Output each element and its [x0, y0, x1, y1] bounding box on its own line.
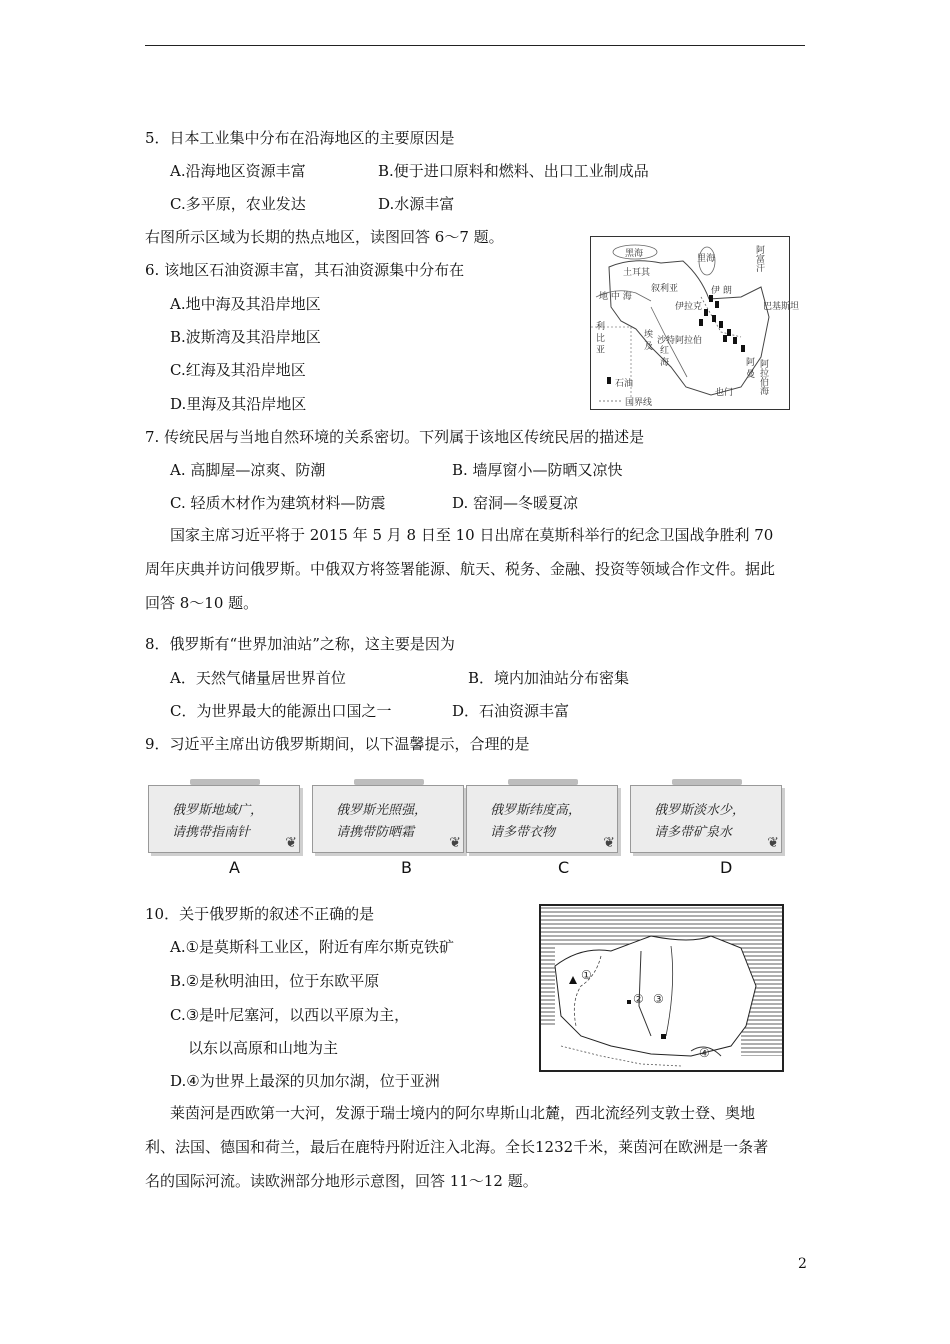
- q9-card-d: [630, 779, 785, 853]
- q8-option-a: A．天然气储量居世界首位: [170, 669, 346, 687]
- map2-marker-1: ①: [581, 968, 592, 982]
- map1-oman: 阿 曼: [744, 357, 754, 378]
- q5-option-c: C.多平原，农业发达: [170, 195, 306, 213]
- q6-stem: 6. 该地区石油资源丰富，其石油资源集中分布在: [145, 261, 465, 279]
- q6-option-d: D.里海及其沿岸地区: [170, 395, 307, 413]
- intro-11-12-line2: 利、法国、德国和荷兰，最后在鹿特丹附近注入北海。全长1232千米，莱茵河在欧洲是一条著: [145, 1138, 769, 1156]
- q10-option-d: D.④为世界上最深的贝加尔湖，位于亚洲: [170, 1072, 440, 1090]
- card-face: [466, 785, 618, 853]
- card-face: [630, 785, 782, 853]
- map1-syria: 叙利亚: [651, 284, 679, 294]
- card-a-line1: 俄罗斯地域广，: [172, 803, 264, 818]
- map2-marker-2: ②: [633, 992, 644, 1006]
- map1-afghanistan: 阿富汗: [754, 245, 764, 272]
- page-number: 2: [798, 1256, 807, 1272]
- intro-8-10-line2: 周年庆典并访问俄罗斯。中俄双方将签署能源、航天、税务、金融、投资等领域合作文件。据此: [145, 560, 776, 578]
- map1-black-sea: 黑海: [625, 249, 644, 259]
- q10-stem: 10．关于俄罗斯的叙述不正确的是: [145, 905, 375, 923]
- map1-iran: 伊 朗: [711, 286, 732, 296]
- map1-arabian-sea: 阿拉伯海: [758, 359, 768, 395]
- map1-libya: 利 比 亚: [594, 321, 604, 354]
- map1-mediterranean: 地 中 海: [599, 292, 632, 302]
- card-a-label: A: [229, 858, 240, 877]
- q5-option-b: B.便于进口原料和燃料、出口工业制成品: [378, 162, 649, 180]
- butterfly-icon: ❦: [767, 835, 779, 851]
- q8-option-b: B．境内加油站分布密集: [468, 669, 630, 687]
- map1-red-sea: 红 海: [658, 345, 668, 366]
- q10-option-b: B.②是秋明油田，位于东欧平原: [170, 972, 380, 990]
- q6-option-a: A.地中海及其沿岸地区: [170, 295, 321, 313]
- map2-marker-4: ④: [699, 1046, 710, 1060]
- card-c-label: C: [558, 858, 570, 877]
- q7-stem: 7. 传统民居与当地自然环境的关系密切。下列属于该地区传统民居的描述是: [145, 428, 645, 446]
- card-b-label: B: [401, 858, 412, 877]
- card-face: [312, 785, 464, 853]
- map1-saudi: 沙特阿拉伯: [657, 336, 703, 346]
- card-d-label: D: [720, 858, 733, 877]
- map1-iraq: 伊拉克: [675, 302, 703, 312]
- q7-option-a: A. 高脚屋—凉爽、防潮: [170, 461, 326, 479]
- map1-pakistan: 巴基斯坦: [763, 302, 800, 312]
- q6-option-c: C.红海及其沿岸地区: [170, 361, 306, 379]
- q7-option-b: B. 墙厚窗小—防晒又凉快: [452, 461, 623, 479]
- card-c-line1: 俄罗斯纬度高，: [490, 803, 582, 818]
- map1-egypt: 埃 及: [642, 329, 652, 350]
- intro-8-10-line1: 国家主席习近平将于 2015 年 5 月 8 日至 10 日出席在莫斯科举行的纪念卫国战争胜利 70: [170, 526, 774, 544]
- q5-option-a: A.沿海地区资源丰富: [170, 162, 306, 180]
- map1-yemen: 也门: [715, 388, 734, 398]
- q9-card-b: [312, 779, 467, 853]
- map1-caspian: 里海: [697, 254, 716, 264]
- card-face: [148, 785, 300, 853]
- middle-east-map: [590, 236, 800, 410]
- q7-option-d: D. 窑洞—冬暖夏凉: [452, 494, 579, 512]
- butterfly-icon: ❦: [449, 835, 461, 851]
- card-d-line2: 请多带矿泉水: [654, 825, 733, 840]
- q5-stem: 5．日本工业集中分布在沿海地区的主要原因是: [145, 129, 455, 147]
- q10-option-c-line2: 以东以高原和山地为主: [188, 1039, 339, 1057]
- intro-8-10-line3: 回答 8～10 题。: [145, 594, 259, 612]
- intro-11-12-line1: 莱茵河是西欧第一大河，发源于瑞士境内的阿尔卑斯山北麓，西北流经列支敦士登、奥地: [170, 1104, 756, 1122]
- q9-card-c: [466, 779, 621, 853]
- intro-6-7: 右图所示区域为长期的热点地区，读图回答 6～7 题。: [145, 228, 504, 246]
- map1-legend-oil: 石油: [615, 379, 634, 389]
- q8-stem: 8．俄罗斯有“世界加油站”之称，这主要是因为: [145, 635, 455, 653]
- card-a-line2: 请携带指南针: [172, 825, 251, 840]
- q7-option-c: C. 轻质木材作为建筑材料—防震: [170, 494, 386, 512]
- russia-map: [539, 904, 784, 1072]
- map1-legend-border: 国界线: [625, 398, 653, 408]
- q5-option-d: D.水源丰富: [378, 195, 455, 213]
- card-b-line1: 俄罗斯光照强，: [336, 803, 428, 818]
- card-d-line1: 俄罗斯淡水少，: [654, 803, 746, 818]
- q8-option-d: D．石油资源丰富: [452, 702, 570, 720]
- butterfly-icon: ❦: [603, 835, 615, 851]
- card-b-line2: 请携带防晒霜: [336, 825, 415, 840]
- header-rule: [145, 45, 805, 46]
- q10-option-a: A.①是莫斯科工业区，附近有库尔斯克铁矿: [170, 938, 455, 956]
- q9-stem: 9．习近平主席出访俄罗斯期间，以下温馨提示，合理的是: [145, 735, 530, 753]
- butterfly-icon: ❦: [285, 835, 297, 851]
- q10-option-c-line1: C.③是叶尼塞河，以西以平原为主，: [170, 1006, 410, 1024]
- map2-marker-3: ③: [653, 992, 664, 1006]
- q6-option-b: B.波斯湾及其沿岸地区: [170, 328, 321, 346]
- map1-turkey: 土耳其: [623, 268, 651, 278]
- card-c-line2: 请多带衣物: [490, 825, 556, 840]
- intro-11-12-line3: 名的国际河流。读欧洲部分地形示意图，回答 11～12 题。: [145, 1172, 538, 1190]
- q8-option-c: C．为世界最大的能源出口国之一: [170, 702, 392, 720]
- q9-card-a: [148, 779, 303, 853]
